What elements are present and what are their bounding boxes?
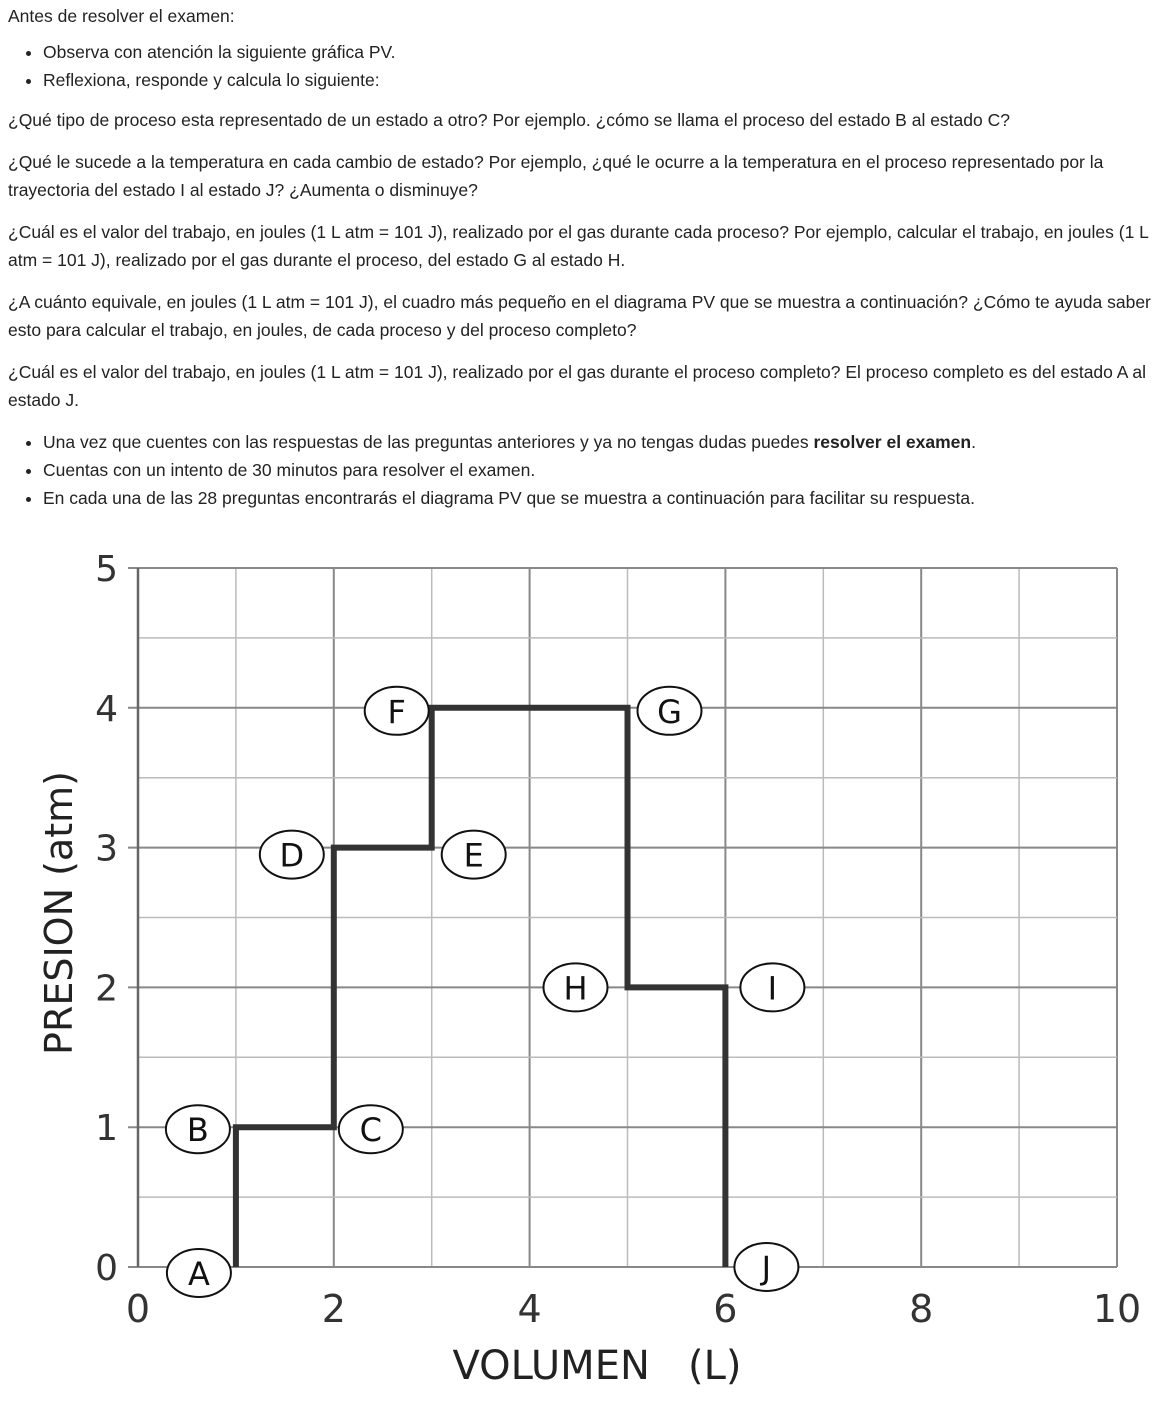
x-tick-label: 4 (517, 1287, 542, 1331)
x-tick-label: 6 (713, 1287, 738, 1331)
x-tick-label: 8 (909, 1287, 934, 1331)
grid (128, 568, 1117, 1267)
tick-labels (95, 549, 1141, 1331)
state-label: C (359, 1111, 382, 1150)
state-d (260, 831, 324, 879)
state-e (442, 831, 506, 879)
bullet-resolve-text: Una vez que cuentes con las respuestas de las preguntas anteriores y ya no tengas dudas puedes (43, 432, 814, 452)
y-tick-label: 1 (95, 1108, 118, 1150)
state-i (740, 963, 804, 1011)
state-a (167, 1249, 231, 1297)
bullet-resolve-end: . (971, 432, 976, 452)
bullet-observe: • Observa con atención la siguiente gráfica PV. (43, 38, 1163, 66)
state-g (638, 687, 702, 735)
y-tick-label: 3 (95, 828, 118, 870)
state-label: E (463, 836, 484, 875)
x-axis-label: VOLUMEN (L) (452, 1343, 742, 1389)
x-tick-label: 2 (321, 1287, 346, 1331)
intro-text: Antes de resolver el examen: (8, 6, 235, 26)
state-b (166, 1105, 230, 1153)
state-c (339, 1105, 403, 1153)
question-5: ¿Cuál es el valor del trabajo, en joules (1 L atm = 101 J), realizado por el gas durante el proceso completo? El proceso completo es del estado A al estado J. (8, 362, 1146, 410)
bullet-diagram: • En cada una de las 28 preguntas encontrarás el diagrama PV que se muestra a continuación para facilitar su respuesta. (43, 484, 1163, 512)
state-label: J (761, 1249, 772, 1287)
question-3: ¿Cuál es el valor del trabajo, en joules (1 L atm = 101 J), realizado por el gas durante cada proceso? Por ejemplo, calcular el trabajo, en joules (1 L atm = 101 J), realizado por el gas durante el proceso, del estado G al estado H. (8, 222, 1149, 270)
y-tick-label: 5 (95, 549, 118, 590)
y-tick-label: 0 (95, 1248, 118, 1289)
x-tick-label: 10 (1092, 1287, 1142, 1331)
bullet-resolve-bold: resolver el examen (813, 432, 972, 452)
bottom-bullet-list (8, 428, 1163, 512)
question-4: ¿A cuánto equivale, en joules (1 L atm = 101 J), el cuadro más pequeño en el diagrama PV que se muestra a continuación? ¿Cómo te ayuda saber esto para calcular el trabajo, en joules, de cada proceso y del proceso completo? (8, 292, 1151, 340)
y-tick-label: 4 (95, 688, 118, 730)
pv-diagram (0, 535, 1169, 1406)
state-label: B (186, 1111, 209, 1150)
question-1: ¿Qué tipo de proceso esta representado de un estado a otro? Por ejemplo. ¿cómo se llama el proceso del estado B al estado C? (8, 110, 1010, 130)
state-j (734, 1243, 798, 1291)
top-bullet-list (8, 38, 1163, 94)
state-label: A (187, 1255, 210, 1293)
question-2: ¿Qué le sucede a la temperatura en cada cambio de estado? Por ejemplo, ¿qué le ocurre a la temperatura en el proceso representado por la trayectoria del estado I al estado J? ¿Aumenta o disminuye? (8, 152, 1104, 200)
state-label: H (563, 969, 588, 1008)
state-f (365, 687, 429, 735)
state-label: G (657, 692, 682, 731)
state-label: F (387, 692, 406, 731)
y-tick-label: 2 (95, 968, 118, 1010)
bullet-resolve (43, 428, 1163, 456)
instructions (8, 0, 1163, 512)
state-label: I (767, 969, 778, 1008)
state-label: D (279, 836, 305, 875)
bullet-attempt: • Cuentas con un intento de 30 minutos para resolver el examen. (43, 456, 1163, 484)
bullet-reflect: • Reflexiona, responde y calcula lo siguiente: (43, 66, 1163, 94)
state-h (544, 963, 608, 1011)
y-axis-label: PRESION (atm) (37, 771, 81, 1055)
x-tick-label: 0 (125, 1287, 151, 1331)
